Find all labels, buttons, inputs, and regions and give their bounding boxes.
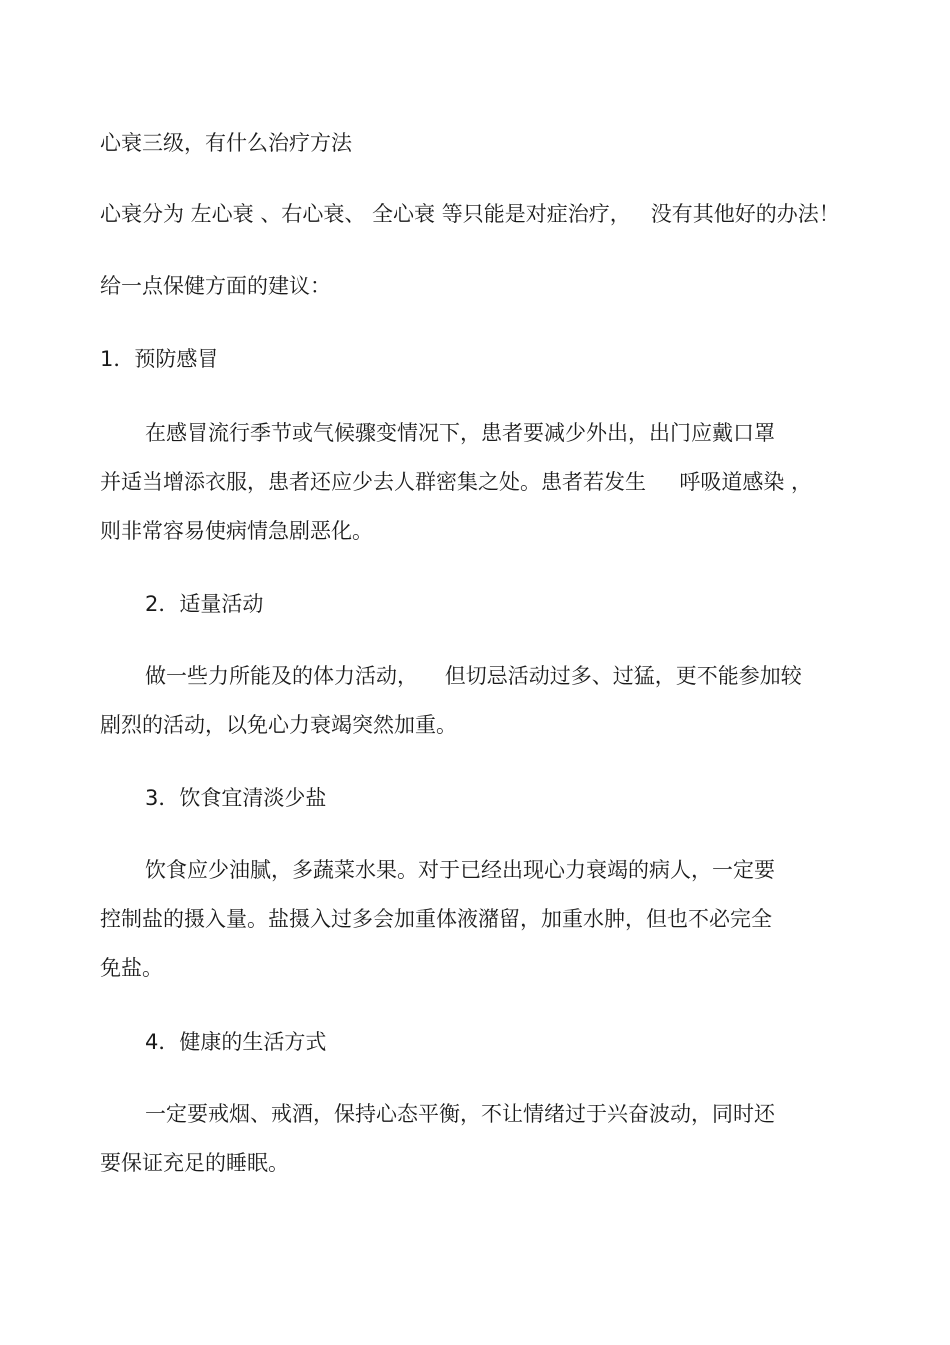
section-1-line-3: 则非常容易使病情急剧恶化。: [100, 519, 373, 543]
section-heading-3: 3．饮食宜清淡少盐: [145, 786, 327, 810]
section-heading-2: 2．适量活动: [145, 592, 264, 616]
section-1-line-1: 在感冒流行季节或气候骤变情况下，患者要减少外出，出门应戴口罩: [145, 421, 775, 445]
section-1-line-2: 并适当增添衣服，患者还应少去人群密集之处。患者若发生 呼吸道感染 ，: [100, 470, 813, 494]
section-3-line-3: 免盐。: [100, 956, 163, 980]
section-3-line-2: 控制盐的摄入量。盐摄入过多会加重体液潴留，加重水肿，但也不必完全: [100, 907, 772, 931]
advice-heading: 给一点保健方面的建议：: [100, 274, 331, 298]
section-2-line-2: 剧烈的活动，以免心力衰竭突然加重。: [100, 713, 457, 737]
section-4-line-1: 一定要戒烟、戒酒，保持心态平衡，不让情绪过于兴奋波动，同时还: [145, 1102, 775, 1126]
section-heading-1: 1．预防感冒: [100, 347, 219, 371]
section-3-line-1: 饮食应少油腻，多蔬菜水果。对于已经出现心力衰竭的病人，一定要: [145, 858, 775, 882]
section-heading-4: 4．健康的生活方式: [145, 1030, 327, 1054]
page-title: 心衰三级，有什么治疗方法: [100, 131, 352, 155]
section-2-line-1: 做一些力所能及的体力活动， 但切忌活动过多、过猛，更不能参加较: [145, 664, 802, 688]
intro-paragraph: 心衰分为 左心衰 、右心衰、 全心衰 等只能是对症治疗， 没有其他好的办法！: [100, 202, 840, 226]
section-4-line-2: 要保证充足的睡眠。: [100, 1151, 289, 1175]
